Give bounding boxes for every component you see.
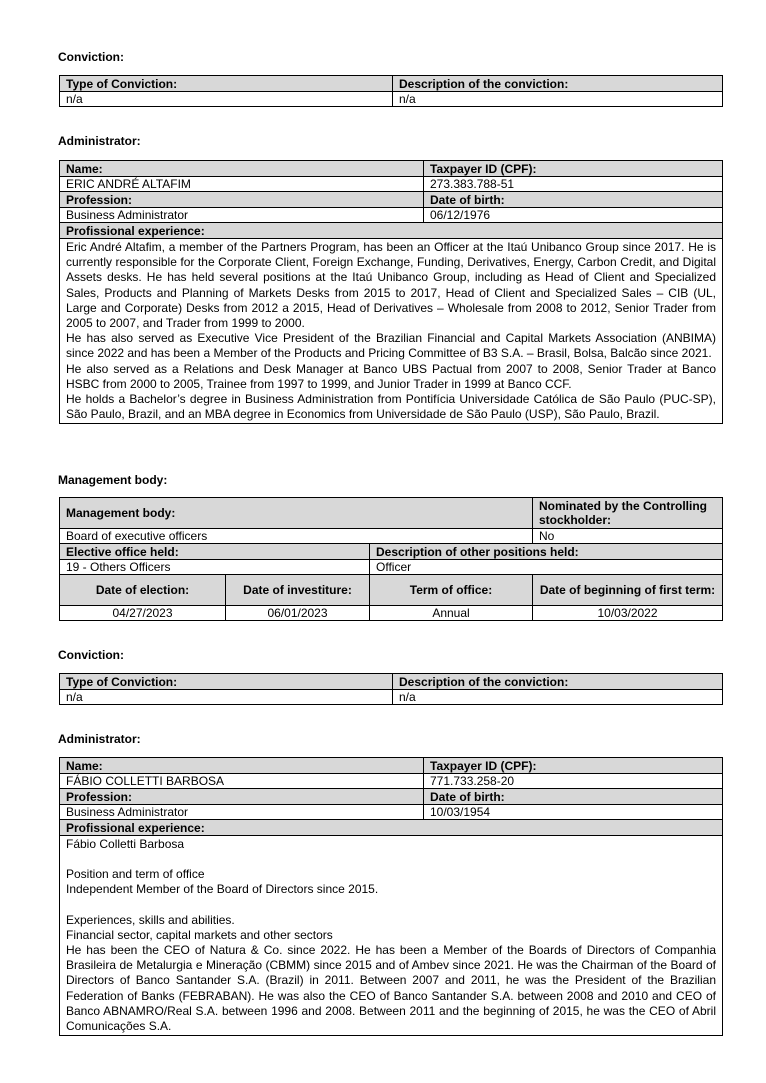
experience-label: Profissional experience: <box>60 820 723 836</box>
description-of-conviction-label: Description of the conviction: <box>393 674 723 690</box>
term-of-office-value: Annual <box>370 606 533 621</box>
experience-name: Fábio Colletti Barbosa <box>66 837 185 851</box>
profession-label: Profession: <box>60 789 424 805</box>
management-body-heading: Management body: <box>58 473 168 487</box>
date-of-birth-value: 06/12/1976 <box>424 208 723 223</box>
other-positions-label: Description of other positions held: <box>370 544 723 560</box>
description-of-conviction-value: n/a <box>393 92 723 107</box>
administrator-table <box>59 160 723 424</box>
description-of-conviction-value: n/a <box>393 690 723 705</box>
conviction-heading: Conviction: <box>58 50 124 64</box>
conviction-heading: Conviction: <box>58 648 124 662</box>
experience-body: He has been the CEO of Natura & Co. since 2022. He has been a Member of the Boards of Directors of Companhia Brasileira de Metalurgia e Mineração (CBMM) since 2015 and of Ambev since 2021. He was the Chairman of the Board of Directors of Banco Santander S.A. (Brazil) in 2011. Between 2007 and 2011, he was the President of the Brazilian Federation of Banks (FEBRABAN). He was also the CEO of Banco Santander S.A. between 2008 and 2010 and CEO of Banco ABNAMRO/Real S.A. between 1996 and 2008. Between 2011 and the beginning of 2015, he was the CEO of Abril Comunicações S.A. <box>66 943 716 1034</box>
cpf-label: Taxpayer ID (CPF): <box>424 758 723 774</box>
date-of-birth-label: Date of birth: <box>424 192 723 208</box>
type-of-conviction-label: Type of Conviction: <box>60 674 393 690</box>
management-body-label: Management body: <box>60 498 533 529</box>
conviction-table <box>59 673 723 705</box>
name-label: Name: <box>60 161 424 177</box>
experience-skills-title: Experiences, skills and abilities. <box>66 912 235 927</box>
management-body-value: Board of executive officers <box>60 529 533 544</box>
type-of-conviction-label: Type of Conviction: <box>60 76 393 92</box>
first-term-label: Date of beginning of first term: <box>533 575 723 606</box>
experience-label: Profissional experience: <box>60 223 723 239</box>
administrator-table <box>59 757 723 1036</box>
experience-paragraph: Eric André Altafim, a member of the Partners Program, has been an Officer at the Itaú Unibanco Group since 2017. He is currently responsible for the Corporate Client, Foreign Exchange, Funding, Derivatives, Energy, Carbon Credit, and Digital Assets desks. He has held several positions at the Itaú Unibanco Group, including as Head of Client and Specialized Sales, Products and Planning of Markets Desks from 2015 to 2017, Head of Client and Specialized Sales – CIB (UL, Large and Corporate) Desks from 2012 a 2015, Head of Derivatives – Wholesale from 2008 to 2012, Senior Trader from 2005 to 2007, and Trader from 1999 to 2000. <box>66 240 716 331</box>
date-of-investiture-value: 06/01/2023 <box>226 606 370 621</box>
date-of-election-value: 04/27/2023 <box>60 606 226 621</box>
cpf-value: 771.733.258-20 <box>424 774 723 789</box>
conviction-table <box>59 75 723 107</box>
cpf-label: Taxpayer ID (CPF): <box>424 161 723 177</box>
profession-value: Business Administrator <box>60 208 424 223</box>
description-of-conviction-label: Description of the conviction: <box>393 76 723 92</box>
other-positions-value: Officer <box>370 560 723 575</box>
experience-position-value: Independent Member of the Board of Directors since 2015. <box>66 882 379 897</box>
date-of-birth-value: 10/03/1954 <box>424 805 723 820</box>
experience-position-title: Position and term of office <box>66 867 205 882</box>
administrator-heading: Administrator: <box>58 732 141 746</box>
management-body-table <box>59 497 723 621</box>
date-of-investiture-label: Date of investiture: <box>226 575 370 606</box>
elective-office-label: Elective office held: <box>60 544 370 560</box>
elective-office-value: 19 - Others Officers <box>60 560 370 575</box>
date-of-birth-label: Date of birth: <box>424 789 723 805</box>
experience-paragraph: He holds a Bachelor’s degree in Business Administration from Pontifícia Universidade Católica de São Paulo (PUC-SP), São Paulo, Brazil, and an MBA degree in Economics from Universidade de São Paulo (USP), São Paulo, Brazil. <box>66 392 716 422</box>
experience-paragraph: He has also served as Executive Vice President of the Brazilian Financial and Capital Markets Association (ANBIMA) since 2022 and has been a Member of the Products and Pricing Committee of B3 S.A. – Brasil, Bolsa, Balcão since 2021. <box>66 331 716 361</box>
name-label: Name: <box>60 758 424 774</box>
nominated-label: Nominated by the Controlling stockholder: <box>533 498 723 529</box>
name-value: FÁBIO COLLETTI BARBOSA <box>60 774 424 789</box>
experience-text <box>60 239 723 424</box>
type-of-conviction-value: n/a <box>60 92 393 107</box>
nominated-value: No <box>533 529 723 544</box>
name-value: ERIC ANDRÉ ALTAFIM <box>60 177 424 192</box>
profession-label: Profession: <box>60 192 424 208</box>
date-of-election-label: Date of election: <box>60 575 226 606</box>
first-term-value: 10/03/2022 <box>533 606 723 621</box>
administrator-heading: Administrator: <box>58 134 141 148</box>
cpf-value: 273.383.788-51 <box>424 177 723 192</box>
experience-paragraph: He also served as a Relations and Desk Manager at Banco UBS Pactual from 2007 to 2008, Senior Trader at Banco HSBC from 2000 to 2005, Trainee from 1997 to 1999, and Junior Trader in 1999 at Banco CCF. <box>66 361 716 391</box>
experience-text <box>60 836 723 1036</box>
term-of-office-label: Term of office: <box>370 575 533 606</box>
experience-sectors: Financial sector, capital markets and other sectors <box>66 927 333 942</box>
type-of-conviction-value: n/a <box>60 690 393 705</box>
profession-value: Business Administrator <box>60 805 424 820</box>
